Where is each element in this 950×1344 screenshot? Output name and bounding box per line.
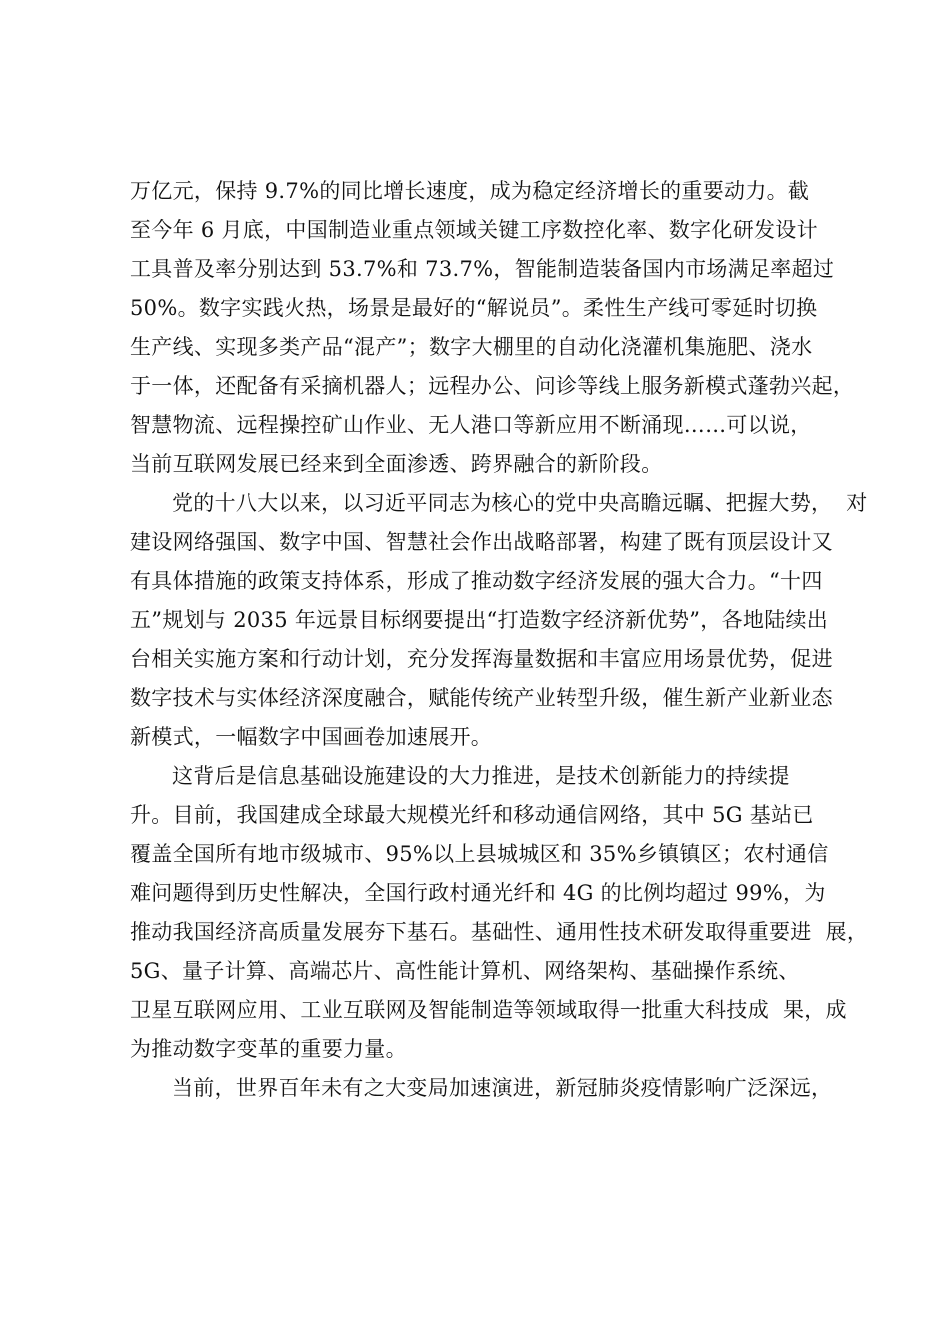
text-line: 升。目前，我国建成全球最大规模光纤和移动通信网络，其中 5G 基站已 [130, 803, 814, 827]
text-line: 5G、量子计算、高端芯片、高性能计算机、网络架构、基础操作系统、 [130, 959, 800, 983]
text-line: 这背后是信息基础设施建设的大力推进，是技术创新能力的持续提 [172, 764, 790, 788]
text-line: 有具体措施的政策支持体系，形成了推动数字经济发展的强大合力。“十四 [130, 569, 823, 593]
text-line: 新模式，一幅数字中国画卷加速展开。 [130, 725, 493, 749]
text-line: 难问题得到历史性解决，全国行政村通光纤和 4G 的比例均超过 99%，为 [130, 881, 826, 905]
text-line: 工具普及率分别达到 53.7%和 73.7%，智能制造装备国内市场满足率超过 [130, 257, 835, 281]
text-line: 覆盖全国所有地市级城市、95%以上县城城区和 35%乡镇镇区；农村通信 [130, 842, 829, 866]
text-line: 智慧物流、远程操控矿山作业、无人港口等新应用不断涌现……可以说， [130, 413, 812, 437]
text-line: 于一体，还配备有采摘机器人；远程办公、问诊等线上服务新模式蓬勃兴起， [130, 374, 855, 398]
text-line: 至今年 6 月底，中国制造业重点领域关键工序数控化率、数字化研发设计 [130, 218, 818, 242]
text-line: 当前互联网发展已经来到全面渗透、跨界融合的新阶段。 [130, 452, 663, 476]
text-line: 卫星互联网应用、工业互联网及智能制造等领域取得一批重大科技成 果，成 [130, 998, 847, 1022]
text-line: 为推动数字变革的重要力量。 [130, 1037, 407, 1061]
text-line: 万亿元，保持 9.7%的同比增长速度，成为稳定经济增长的重要动力。截 [130, 179, 810, 203]
text-line: 五”规划与 2035 年远景目标纲要提出“打造数字经济新优势”，各地陆续出 [130, 608, 829, 632]
text-line: 数字技术与实体经济深度融合，赋能传统产业转型升级，催生新产业新业态 [130, 686, 833, 710]
text-line: 台相关实施方案和行动计划，充分发挥海量数据和丰富应用场景优势，促进 [130, 647, 833, 671]
text-line: 生产线、实现多类产品“混产”；数字大棚里的自动化浇灌机集施肥、浇水 [130, 335, 813, 359]
text-line: 建设网络强国、数字中国、智慧社会作出战略部署，构建了既有顶层设计又 [130, 530, 833, 554]
text-line: 当前，世界百年未有之大变局加速演进，新冠肺炎疫情影响广泛深远， [172, 1076, 833, 1100]
text-line: 50%。数字实践火热，场景是最好的“解说员”。柔性生产线可零延时切换 [130, 296, 818, 320]
text-line: 党的十八大以来，以习近平同志为核心的党中央高瞻远瞩、把握大势， 对 [172, 491, 868, 515]
text-line: 推动我国经济高质量发展夯下基石。基础性、通用性技术研发取得重要进 展， [130, 920, 869, 944]
